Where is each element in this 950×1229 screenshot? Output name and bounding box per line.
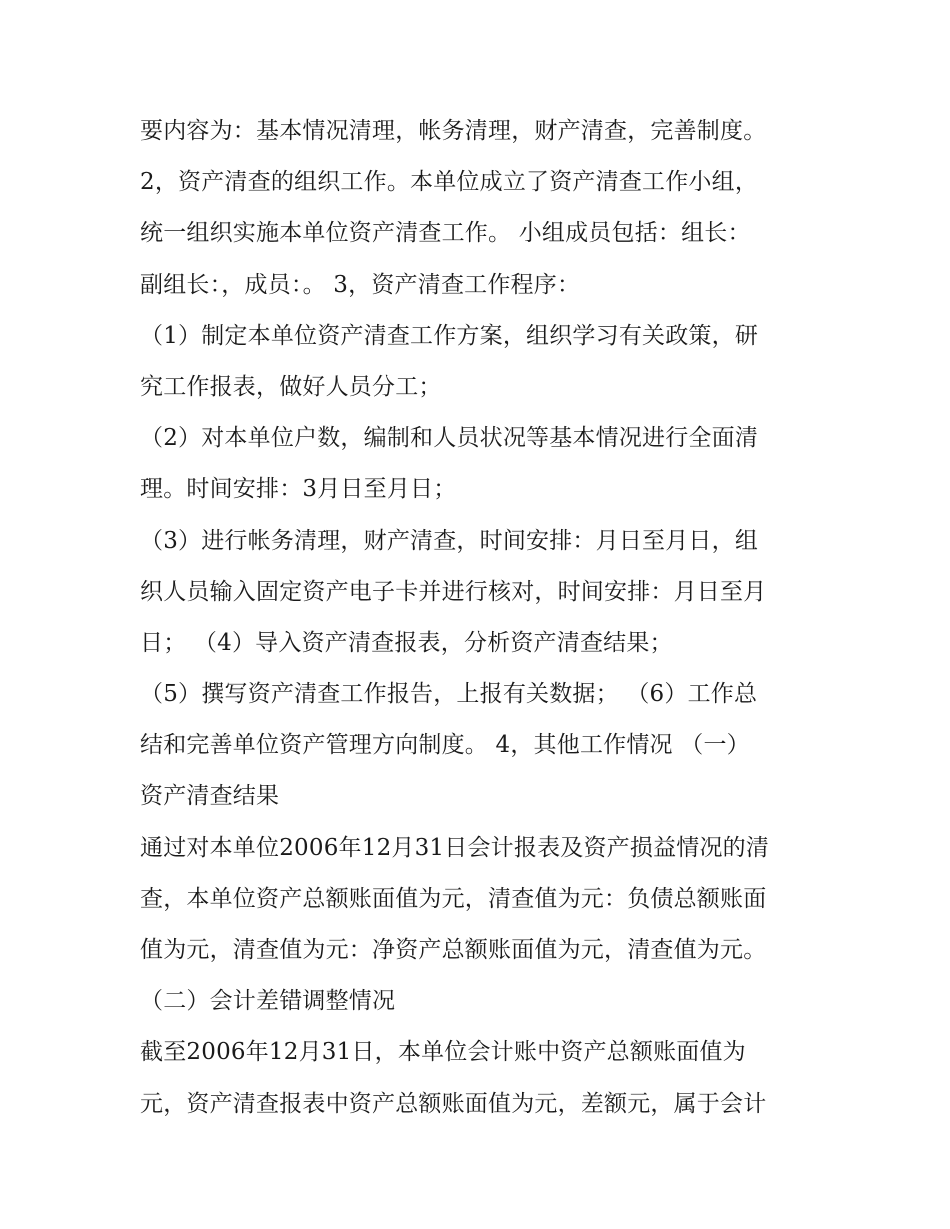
text-line: 要内容为：基本情况清理，帐务清理，财产清查，完善制度。 [140,118,767,144]
text-line: 日； （4）导入资产清查报表，分析资产清查结果； [140,629,673,656]
text-line: 织人员输入固定资产电子卡并进行核对，时间安排：月日至月 [140,578,767,605]
text-line: 理。时间安排：3月日至月日； [140,476,457,503]
text-line: （3）进行帐务清理，财产清查，时间安排：月日至月日，组 [140,527,759,554]
section-heading: 资产清查结果 [140,783,280,810]
text-line: 统一组织实施本单位资产清查工作。 小组成员包括：组长： [140,220,751,247]
text-line: 副组长：，成员：。 3，资产清查工作程序： [140,271,581,298]
text-line: 值为元，清查值为元：净资产总额账面值为元，清查值为元。 [140,937,767,963]
document-body [140,106,820,1130]
section-heading: （二）会计差错调整情况 [140,988,396,1015]
text-line: 2，资产清查的组织工作。本单位成立了资产清查工作小组， [140,169,759,196]
text-line: 截至2006年12月31日，本单位会计账中资产总额账面值为 [140,1039,746,1066]
text-line: （2）对本单位户数，编制和人员状况等基本情况进行全面清 [140,425,759,452]
text-line: 通过对本单位2006年12月31日会计报表及资产损益情况的清 [140,834,770,861]
text-line: （5）撰写资产清查工作报告，上报有关数据； （6）工作总 [140,681,758,708]
text-line: 元，资产清查报表中资产总额账面值为元，差额元，属于会计 [140,1090,767,1117]
text-line: 结和完善单位资产管理方向制度。 4，其他工作情况 （一） [140,732,750,759]
text-line: 查，本单位资产总额账面值为元，清查值为元：负债总额账面 [140,885,767,912]
text-line: （1）制定本单位资产清查工作方案，组织学习有关政策，研 [140,322,759,349]
text-line: 究工作报表，做好人员分工； [140,373,442,400]
